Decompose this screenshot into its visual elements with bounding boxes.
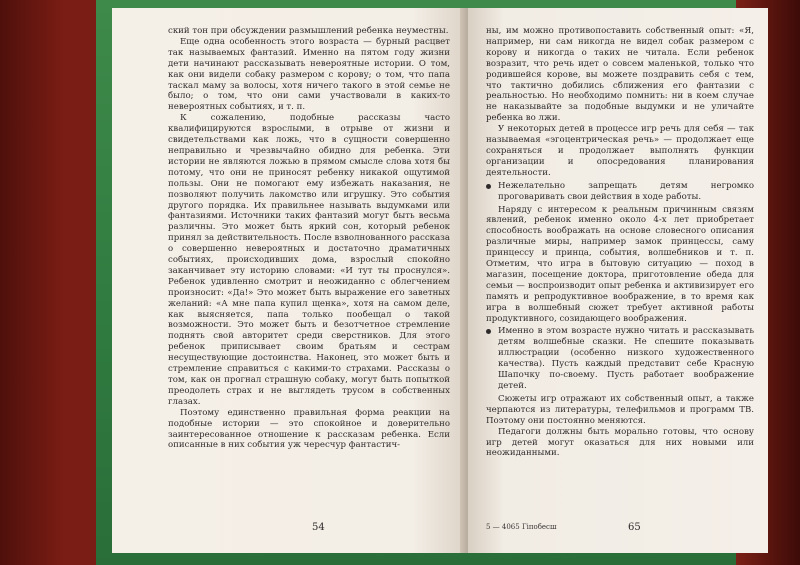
paragraph: Педагоги должны быть морально готовы, что основу игр детей могут оказаться для них новыми или неожиданными. xyxy=(486,426,754,459)
bullet-item xyxy=(486,181,754,203)
paragraph: К сожалению, подобные рассказы часто квалифицируются взрослыми, в отрыве от жизни и свидетельствами как ложь, что в сущности совершенно неправильно и чрезвычайно обидно для ребенка. Эти истории не являются ложью в прямом смысле слова хотя бы потому, что они не приносят ребенку никакой ощутимой пользы. Они не помогают ему избежать наказания, не позволяют получить лакомство или игрушку. Это события другого порядка. Их правильнее называть выдумками или фантазиями. Источники таких фантазий могут быть весьма различны. Это может быть яркий сон, который ребенок принял за действительность. После взволнованного рассказа о совершенно невероятных и достаточно драматичных событиях, происходивших дома, взрослый спокойно заканчивает эту историю словами: «И тут ты проснулся». Ребенок удивленно смотрит и неожиданно с облегчением произносит: «Да!» Это может быть выражение его заветных желаний: «А мне папа купил щенка», хотя на самом деле, как выясняется, папа только пообещал о такой возможности. Это может быть и безотчетное стремление поднять свой авторитет среди сверстников. Для этого ребенок приписывает своим братьям и сестрам несуществующие достоинства. Наконец, это может быть и стремление справиться с какими-то страхами. Рассказы о том, как он прогнал страшную собаку, могут быть попыткой преодолеть страх и не выглядеть трусом в собственных глазах. xyxy=(168,113,450,407)
paragraph: ны, им можно противопоставить собственный опыт: «Я, например, ни сам никогда не видел собак размером с корову и никогда о таких не читала. Если ребенок возразит, что речь идет о совсем маленькой, только что родившейся корове, вы можете поздравить себя с тем, что тактично добились сближения его фантазии с реальностью. Но необходимо помнить: ни в коем случае не наказывайте за подобные выдумки и не уличайте ребенка во лжи. xyxy=(486,26,754,124)
bullet-text: Нежелательно запрещать детям негромко проговаривать свои действия в ходе работы. xyxy=(498,180,754,202)
left-page xyxy=(112,8,466,553)
paragraph: ский тон при обсуждении размышлений ребенка неуместны. xyxy=(168,26,449,36)
page-number: 54 xyxy=(312,522,325,533)
bullet-item xyxy=(486,326,754,391)
paragraph: Сюжеты игр отражают их собственный опыт, а также черпаются из литературы, телефильмов и программ ТВ. Поэтому они постоянно меняются. xyxy=(486,393,754,426)
page-number: 65 xyxy=(628,522,641,533)
right-page xyxy=(468,8,768,553)
bullet-icon xyxy=(486,329,491,334)
printer-signature: 5 — 4065 Гіпобесш xyxy=(486,523,557,531)
bullet-icon xyxy=(486,184,491,189)
paragraph: Поэтому единственно правильная форма реакции на подобные истории — это спокойное и доверительно заинтересованное отношение к рассказам ребенка. Если описанные в них события уж чересчур фантастич- xyxy=(168,407,450,451)
paragraph: У некоторых детей в процессе игр речь для себя — так называемая «эгоцентрическая речь» — продолжает еще сохраняться и продолжает выполнять функции организации и опосредования планирования деятельности. xyxy=(486,124,754,178)
paragraph: Еще одна особенность этого возраста — бурный расцвет так называемых фантазий. Именно на пятом году жизни дети начинают рассказывать невероятные истории. О том, как они видели собаку размером с корову; о том, что папа таскал маму за волосы, хотя ничего такого в этой семье не было; о том, что они сами участвовали в каких-то невероятных событиях, и т. п. xyxy=(168,36,450,113)
bullet-text: Именно в этом возрасте нужно читать и рассказывать детям волшебные сказки. Не спешите показывать иллюстрации (особенно низкого художественного качества). Пусть каждый представит себе Красную Шапочку по-своему. Пусть работает воображение детей. xyxy=(498,326,754,391)
paragraph: Наряду с интересом к реальным причинным связям явлений, ребенок именно около 4-х лет приобретает способность воображать на основе словесного описания различные миры, например замок принцессы, саму принцессу и принца, события, волшебников и т. п. Отметим, что игра в бытовую ситуацию — поход в магазин, посещение доктора, приготовление обеда для семьи — воспроизводит опыт ребенка и активизирует его память и репродуктивное воображение, в то время как игра в волшебный сюжет требует активной работы продуктивного, созидающего воображения. xyxy=(486,204,754,324)
